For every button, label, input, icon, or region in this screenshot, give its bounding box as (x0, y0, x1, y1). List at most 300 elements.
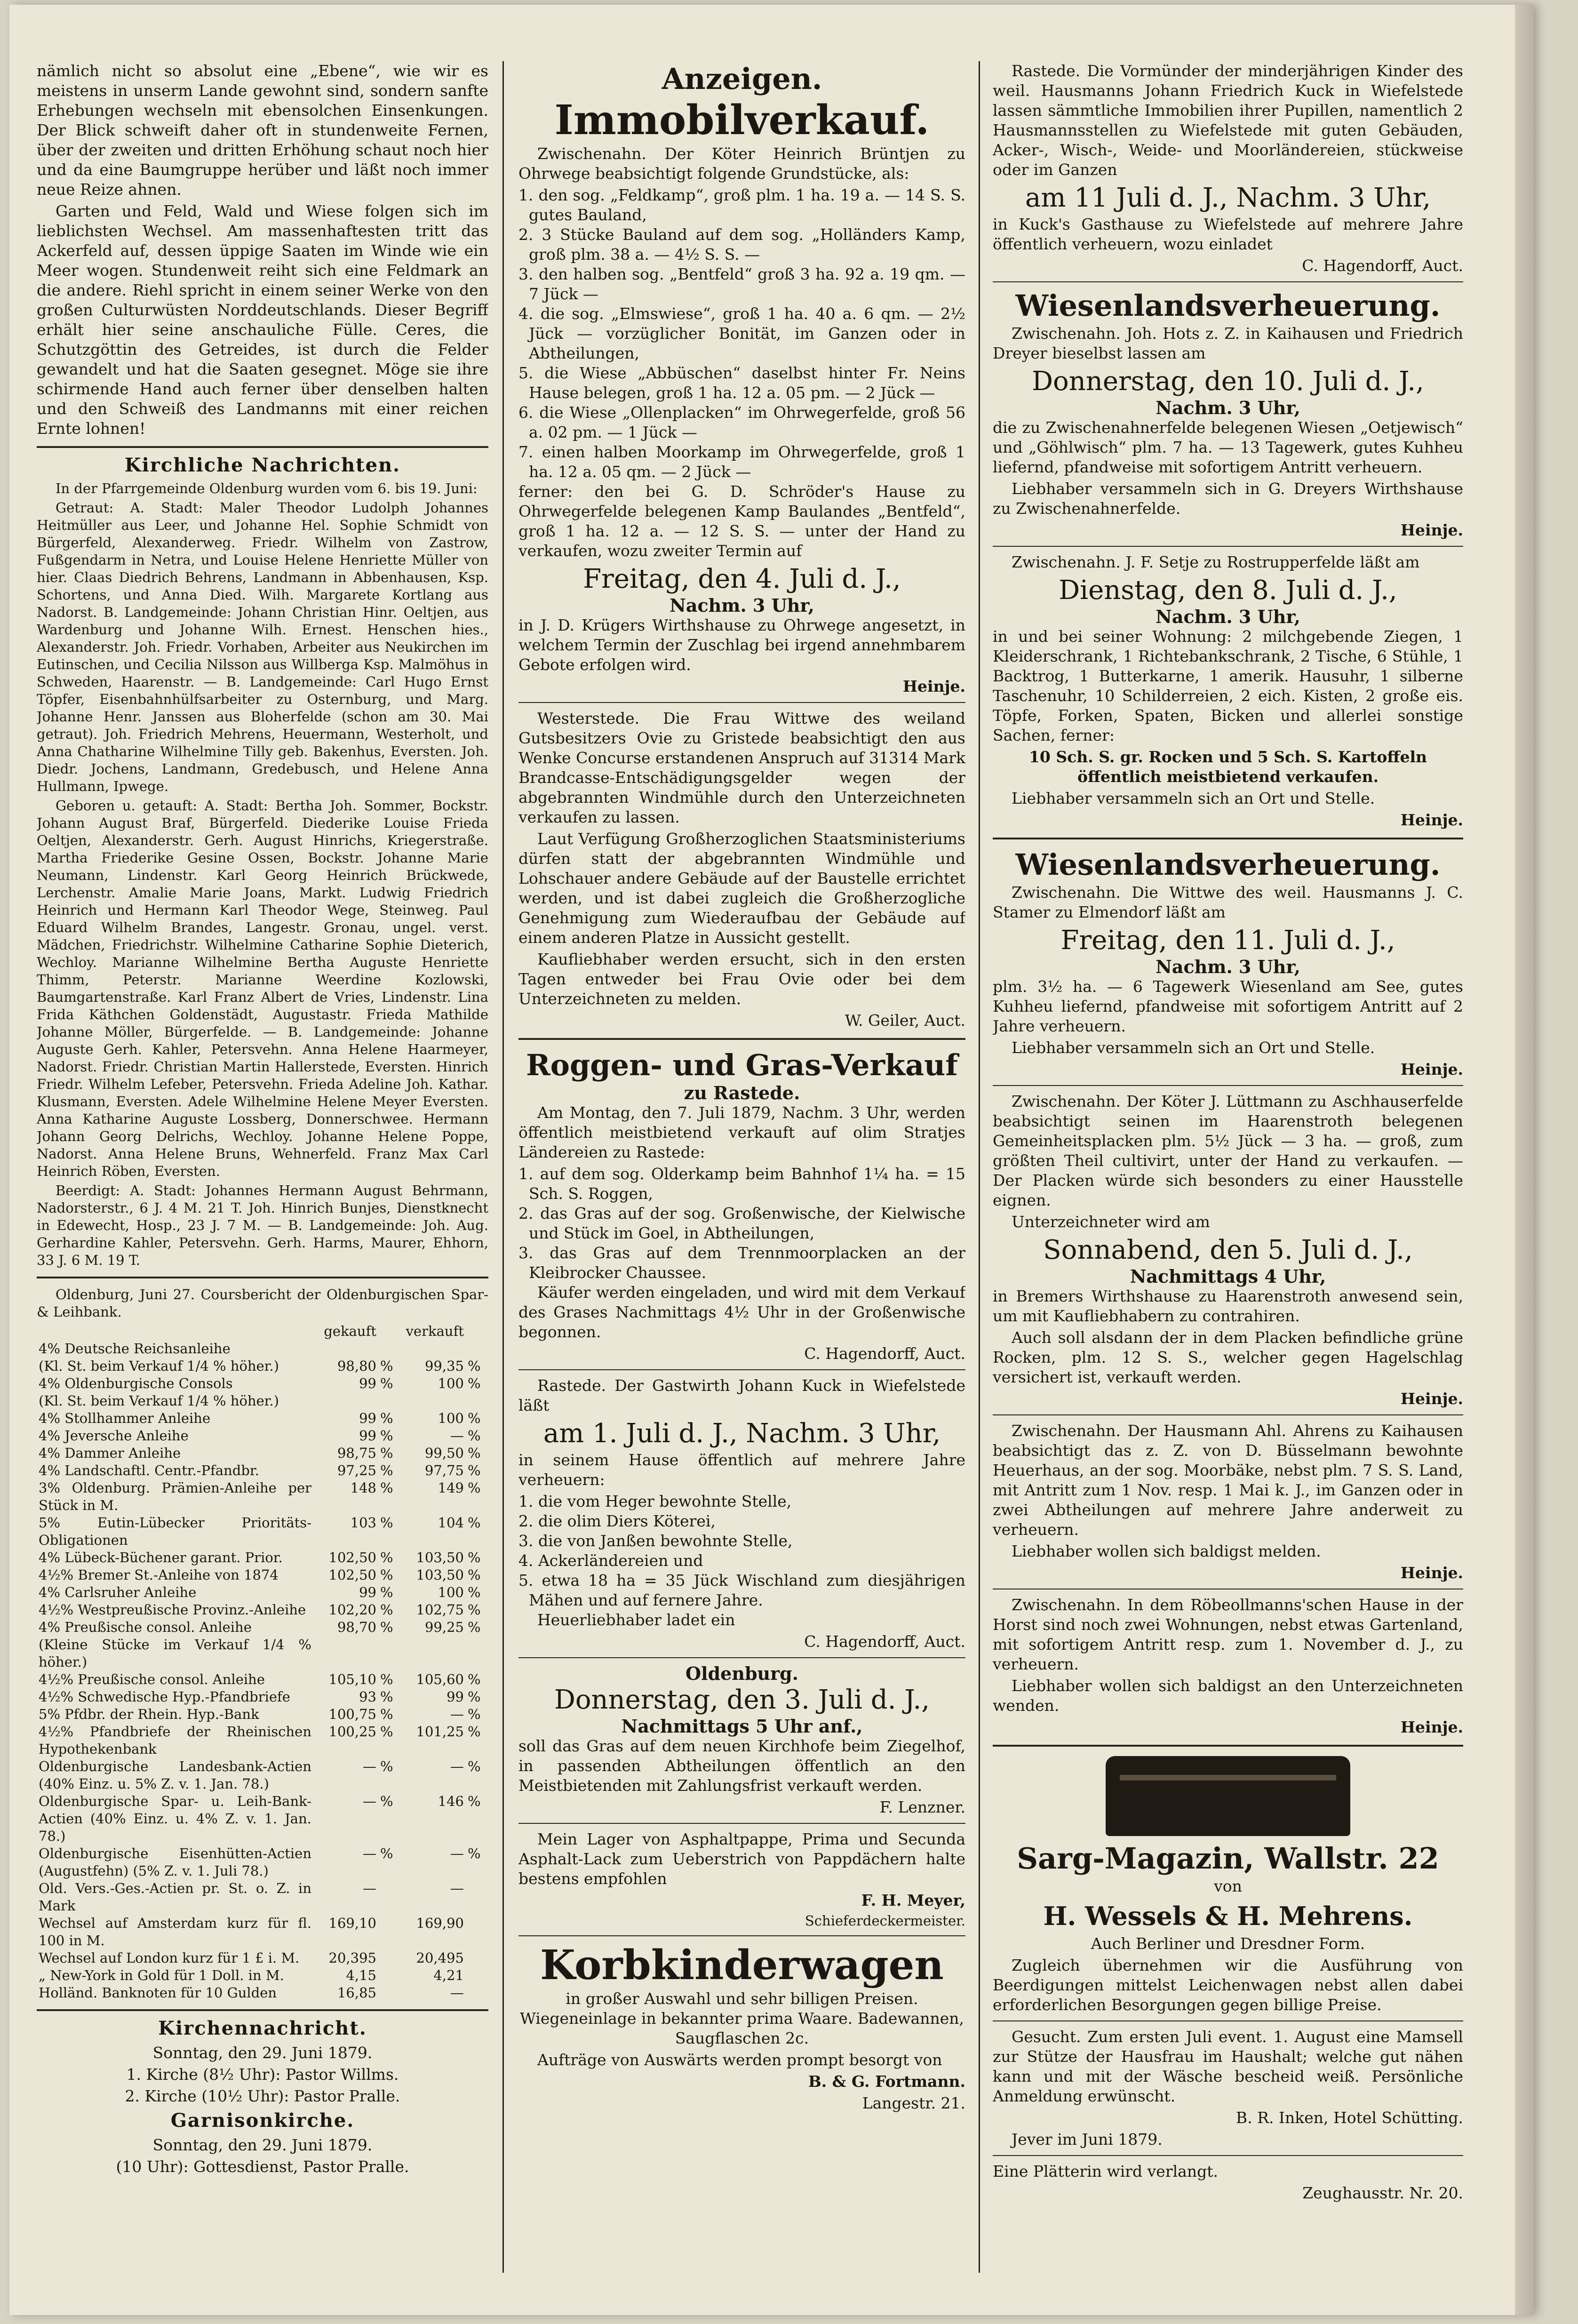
kirchliche-intro: In der Pfarrgemeinde Oldenburg wurden vom 6. bis 19. Juni: (56, 480, 478, 496)
cours-sell-pct: % (468, 1619, 481, 1635)
cours-sell: — (450, 1706, 464, 1722)
cours-sell-pct: % (468, 1689, 481, 1705)
cours-name: 4% Deutsche Reichsanleihe (39, 1341, 231, 1357)
korb-text: in großer Auswahl und sehr billigen Preisen. Wiegeneinlage in bekannter prima Waare. Badewannen, Saugflaschen 2c. (519, 1989, 964, 2047)
roggen-sub: zu Rastede. (684, 1082, 800, 1103)
cours-buy-pct: % (380, 1619, 393, 1635)
cours-name: 4% Preußische consol. Anleihe (39, 1619, 252, 1635)
cours-sell: — (450, 1880, 464, 1896)
cours-sell: 105,60 (416, 1671, 464, 1687)
cours-sell: 100 (438, 1410, 464, 1426)
cours-buy-pct: % (380, 1445, 393, 1461)
gesucht-sign: B. R. Inken, Hotel Schütting. (1235, 2108, 1463, 2127)
oldenburg-sign: F. Lenzner. (879, 1798, 965, 1816)
wiesen2-text: plm. 3½ ha. — 6 Tagewerk Wiesenland am See, gutes Kuhheu liefernd, pfandweise mit sofortigem Antritt auf 2 Jahre verheuern. (993, 977, 1463, 1035)
table-row (37, 1706, 488, 1723)
cours-sell-pct: % (468, 1706, 481, 1722)
cours-buy-pct: % (380, 1845, 393, 1861)
cours-buy: 102,50 (328, 1549, 376, 1565)
immobil-ferner: ferner: den bei G. D. Schröder's Hause zu Ohrwegerfelde belegenen Kamp Baulandes „Bentfeld“, groß 1 ha. 12 a. — 12 S. S. — unter der Hand zu verkaufen, wozu zweiter Termin auf (518, 482, 965, 560)
list-item: 1. die vom Heger bewohnte Stelle, (518, 1492, 792, 1510)
cours-sell: — (450, 1758, 464, 1774)
cours-buy-pct (378, 1880, 401, 1915)
garnison-date: Sonntag, den 29. Juni 1879. (152, 2136, 373, 2154)
cours-name: Oldenburgische Spar- u. Leih-Bank-Actien (40% Einz. u. 4% Z. v. 1. Jan. 78.) (39, 1793, 311, 1844)
cours-name: Wechsel auf London kurz für 1 £ i. M. (39, 1950, 300, 1966)
luettmann-text: Zwischenahn. Der Köter J. Lüttmann zu Aschhauserfelde beabsichtigt seinen im Haarenstroth belegenen Gemeinheitsplacken plm. 5½ Jück — 3 ha. — groß, zum größten Theil cultivirt, unter der Hand zu verkaufen. — Der Placken würde sich besonders zu einer Hausstelle eignen. (993, 1092, 1463, 1209)
ahrens-text: Liebhaber wollen sich baldigst melden. (1012, 1542, 1321, 1560)
cours-buy: 98,70 (337, 1619, 376, 1635)
cours-header-row (37, 1323, 488, 1340)
cours-buy-pct: % (380, 1358, 393, 1374)
cours-buy: 99 (359, 1428, 376, 1444)
wiesen2-sign: Heinje. (1400, 1060, 1463, 1078)
cours-name: (Kleine Stücke im Verkauf 1/4 % höher.) (39, 1637, 311, 1670)
luettmann-text: Auch soll alsdann der in dem Placken befindliche grüne Rocken, plm. 12 S. S., welcher gegen Hagelschlag versichert ist, verkauft werden. (993, 1328, 1463, 1386)
cours-buy-pct: % (380, 1515, 393, 1531)
kuck-list (518, 1492, 965, 1610)
cours-name: 4% Dammer Anleihe (39, 1445, 181, 1461)
cours-name: 4% Stollhammer Anleihe (39, 1410, 211, 1426)
cours-name: 4% Carlsruher Anleihe (39, 1584, 197, 1600)
rastede-text: in Kuck's Gasthause zu Wiefelstede auf mehrere Jahre öffentlich verheuern, wozu einladet (993, 215, 1463, 253)
cours-buy-pct: % (380, 1671, 393, 1687)
cours-sell-pct: % (468, 1375, 481, 1391)
kirchliche-geboren: Geboren u. getauft: A. Stadt: Bertha Joh. Sommer, Bockstr. Johann August Braf, Bürgerfeld. Diederike Louise Frieda Oeltjen, Alexanderstr. Gerh. August Hinrichs, Kriegerstraße. Martha Friederike Gesine Ossen, Bockstr. Johanne Marie Neumann, Lindenstr. Karl Georg Heinrich Brückwede, Lerchenstr. Amalie Marie Joans, Markt. Ludwig Friedrich Heinrich und Hermann Karl Theodor Wege, Steinweg. Paul Eduard Wilhelm Brandes, Langestr. Gronau, ungel. verst. Mädchen, Friedrichstr. Wilhelmine Catharine Sophie Dieterich, Wechloy. Marianne Wilhelmine Bertha Auguste Henriette Thimm, Peterstr. Marianne Weerdine Kozlowski, Baumgartenstraße. Karl Franz Albert de Vries, Lindenstr. Lina Frida Käthchen Goldenstädt, Augustastr. Frieda Mathilde Johanne Möller, Bürgerfelde. — B. Landgemeinde: Johanne Auguste Gerh. Kahler, Petersvehn. Anna Helene Haarmeyer, Nadorst. Friedr. Christian Martin Hallerstede, Eversten. Hinrich Friedr. Wilhelm Lefeber, Petersvehn. Frieda Adeline Joh. Kathar. Klusmann, Eversten. Adele Wilhelmine Helene Meyer Eversten. Anna Katharine Auguste Lossberg, Donnerschwee. Hermann Johann Georg Delrichs, Wechloy. Johanne Helene Poppe, Nadorst. Anna Helene Bruns, Wehnerfeld. Franz Max Carl Heinrich Röben, Eversten. (37, 798, 488, 1179)
setje-sign: Heinje. (1400, 811, 1463, 829)
korb-sign: B. & G. Fortmann. (808, 2072, 965, 2091)
cours-sell: 103,50 (416, 1549, 464, 1565)
table-row (37, 1793, 488, 1845)
cours-name: 3% Oldenburg. Prämien-Anleihe per Stück in M. (39, 1480, 311, 1513)
cours-buy: 98,75 (337, 1445, 376, 1461)
list-item: 5. etwa 18 ha = 35 Jück Wischland zum diesjährigen Mähen und auf fernere Jahre. (518, 1571, 965, 1609)
setje-text: 10 Sch. S. gr. Rocken und 5 Sch. S. Kartoffeln öffentlich meistbietend verkaufen. (1028, 748, 1427, 786)
table-row (37, 1949, 488, 1967)
roebel-sign: Heinje. (1400, 1718, 1463, 1736)
cours-buy: 99 (359, 1584, 376, 1600)
anzeigen-title: Anzeigen. (661, 62, 822, 96)
cours-sell: 169,90 (416, 1915, 464, 1931)
wiesen1-sign: Heinje. (1400, 521, 1463, 539)
cours-sell-pct (466, 1636, 488, 1671)
cours-buy-pct (378, 1392, 401, 1410)
immobil-sign: Heinje. (902, 677, 965, 695)
kirchennachricht-date: Sonntag, den 29. Juni 1879. (152, 2044, 373, 2062)
cours-name: Old. Vers.-Ges.-Actien pr. St. o. Z. in Mark (39, 1880, 311, 1914)
cours-sell-pct: % (468, 1724, 481, 1740)
ad-divider (993, 838, 1463, 839)
cours-sell (401, 1392, 466, 1410)
cours-buy: 102,50 (328, 1567, 376, 1583)
cours-buy: 20,395 (328, 1950, 376, 1966)
ad-divider (518, 1935, 965, 1936)
ad-divider (518, 1657, 965, 1658)
cours-buy: — (363, 1758, 376, 1774)
cours-buy: — (363, 1845, 376, 1861)
oldenburg-date: Donnerstag, den 3. Juli d. J., (554, 1685, 930, 1715)
ad-divider (993, 281, 1463, 282)
table-row (37, 1375, 488, 1392)
ad-divider (518, 1038, 965, 1040)
roggen-title: Roggen- und Gras-Verkauf (526, 1048, 958, 1082)
coffin-icon (1106, 1756, 1350, 1836)
cours-sell: 99,25 (424, 1619, 464, 1635)
cours-sell: 4,21 (433, 1967, 464, 1983)
list-item: 3. das Gras auf dem Trennmoorplacken an der Kleibrocker Chaussee. (518, 1244, 965, 1282)
asphalt-sign2: Schieferdeckermeister. (805, 1913, 965, 1929)
list-item: 5. die Wiese „Abbüschen“ daselbst hinter Fr. Neins Hause belegen, groß 1 ha. 12 a. 05 pm. — 2 Jück — (518, 364, 965, 402)
immobil-list (518, 185, 965, 482)
wiesen1-title: Wiesenlandsverheuerung. (1015, 288, 1441, 323)
list-item: 2. die olim Diers Köterei, (518, 1512, 716, 1530)
luettmann-sign: Heinje. (1400, 1390, 1463, 1408)
cours-table (37, 1323, 488, 2002)
kirchliche-beerdigt: Beerdigt: A. Stadt: Johannes Hermann August Behrmann, Nadorsterstr., 6 J. 4 M. 21 T. Joh. Hinrich Bunjes, Dienstknecht in Edewecht, Hosp., 23 J. 7 M. — B. Landgemeinde: Joh. Aug. Gerhardine Kahler, Petersvehn. Gerh. Harms, Maurer, Ehhorn, 33 J. 6 M. 19 T. (37, 1182, 488, 1268)
cours-buy: 99 (359, 1375, 376, 1391)
wiesen2-intro: Zwischenahn. Die Wittwe des weil. Hausmanns J. C. Stamer zu Elmendorf läßt am (993, 883, 1463, 921)
sarg-names: H. Wessels & H. Mehrens. (1043, 1901, 1413, 1931)
cours-buy: 102,20 (328, 1602, 376, 1618)
cours-buy (313, 1392, 378, 1410)
cours-sell-pct (466, 1949, 488, 1967)
ad-divider (518, 702, 965, 703)
westerstede-sign: W. Geiler, Auct. (845, 1011, 965, 1030)
ad-divider (993, 1745, 1463, 1747)
cours-buy: 93 (359, 1689, 376, 1705)
cours-buy-pct (378, 1967, 401, 1984)
cours-name: Oldenburgische Eisenhütten-Actien (Augustfehn) (5% Z. v. 1. Juli 78.) (39, 1845, 311, 1879)
luettmann-date: Sonnabend, den 5. Juli d. J., (1043, 1235, 1413, 1265)
cours-sell-pct: % (468, 1602, 481, 1618)
setje-text: Liebhaber versammeln sich an Ort und Stelle. (1012, 789, 1375, 807)
cours-buy-pct (378, 1949, 401, 1967)
cours-sell: 103,50 (416, 1567, 464, 1583)
cours-buy: 98,80 (337, 1358, 376, 1374)
kirchennachricht-title: Kirchennachricht. (158, 2017, 367, 2039)
cours-buy-pct: % (380, 1567, 393, 1583)
table-row (37, 1462, 488, 1479)
oldenburg-place: Oldenburg. (685, 1663, 798, 1684)
cours-name: 4% Landschaftl. Centr.-Pfandbr. (39, 1462, 259, 1478)
list-item: 2. 3 Stücke Bauland auf dem sog. „Holländers Kamp, groß plm. 38 a. — 4½ S. S. — (518, 225, 965, 264)
table-row (37, 1636, 488, 1671)
list-item: 3. die von Janßen bewohnte Stelle, (518, 1532, 793, 1550)
asphalt-text: Mein Lager von Asphaltpappe, Prima und Secunda Asphalt-Lack zum Ueberstrich von Pappdächern halte bestens empfohlen (518, 1830, 965, 1888)
table-row (37, 1392, 488, 1410)
cours-name: „ New-York in Gold für 1 Doll. in M. (39, 1967, 284, 1983)
roggen-list (518, 1164, 965, 1283)
cours-buy-pct: % (380, 1602, 393, 1618)
cours-header: Oldenburg, Juni 27. Coursbericht der Oldenburgischen Spar- & Leihbank. (37, 1286, 488, 1320)
cours-sell: 104 (438, 1515, 464, 1531)
cours-buy-pct: % (380, 1428, 393, 1444)
kuck-sign: C. Hagendorff, Auct. (804, 1632, 965, 1651)
roggen-intro: Am Montag, den 7. Juli 1879, Nachm. 3 Uhr, werden öffentlich meistbietend verkauft auf olim Stratjes Ländereien zu Rastede: (518, 1103, 965, 1161)
oldenburg-time: Nachmittags 5 Uhr anf., (621, 1716, 863, 1737)
list-item: 4. Ackerländereien und (518, 1551, 703, 1570)
table-row (37, 1340, 488, 1358)
cours-sell: 99,35 (424, 1358, 464, 1374)
section-divider (37, 446, 488, 448)
cours-buy: 103 (350, 1515, 376, 1531)
setje-time: Nachm. 3 Uhr, (1156, 606, 1300, 627)
cours-sell-pct: % (468, 1845, 481, 1861)
intro-paragraph: nämlich nicht so absolut eine „Ebene“, wie wir es meistens in unserm Lande gewohnt sind, sondern sanfte Erhebungen wechseln mit ebensolchen Einsenkungen. Der Blick schweift daher oft in stundenweite Fernen, über der zweiten und dritten Erhöhung schaut noch hier und da eine Baumgruppe herüber und läßt noch immer neue Reize ahnen. (37, 62, 488, 199)
cours-sell-pct: % (468, 1480, 481, 1496)
wiesen1-text: die zu Zwischenahnerfelde belegenen Wiesen „Oetjewisch“ und „Göhlwisch“ plm. 7 ha. — 13 Tagewerk, gutes Kuhheu liefernd, pfandweise mit sofortigem Antritt verheuern. (993, 418, 1463, 476)
list-item: 7. einen halben Moorkamp im Ohrwegerfelde, groß 1 ha. 12 a. 05 qm. — 2 Jück — (518, 443, 965, 481)
table-row (37, 1427, 488, 1445)
luettmann-text: Unterzeichneter wird am (1012, 1213, 1210, 1231)
cours-sell (401, 1340, 466, 1358)
sarg-von: von (1214, 1877, 1242, 1895)
cours-name: Oldenburgische Landesbank-Actien (40% Einz. u. 5% Z. v. 1. Jan. 78.) (39, 1758, 311, 1792)
list-item: 1. auf dem sog. Olderkamp beim Bahnhof 1¼ ha. = 15 Sch. S. Roggen, (518, 1165, 965, 1203)
cours-buy-pct (378, 1915, 401, 1949)
cours-sell: 101,25 (416, 1724, 464, 1740)
kuck-text: Heuerliebhaber ladet ein (537, 1611, 735, 1629)
rastede-date: am 11 Juli d. J., Nachm. 3 Uhr, (1025, 183, 1431, 213)
table-row (37, 1671, 488, 1688)
cours-buy: — (363, 1880, 376, 1896)
cours-buy: 97,25 (337, 1462, 376, 1478)
ad-divider (993, 2155, 1463, 2156)
asphalt-sign: F. H. Meyer, (861, 1891, 965, 1909)
korb-addr: Langestr. 21. (862, 2094, 965, 2112)
cours-buy: 99 (359, 1410, 376, 1426)
list-item: 2. das Gras auf der sog. Großenwische, der Kielwische und Stück im Goel, in Abtheilungen, (518, 1204, 965, 1242)
cours-name: (Kl. St. beim Verkauf 1/4 % höher.) (39, 1393, 279, 1409)
table-row (37, 1758, 488, 1793)
oldenburg-text: soll das Gras auf dem neuen Kirchhofe beim Ziegelhof, in passenden Abtheilungen öffentlich an den Meistbietenden mit Zahlungsfrist verkauft werden. (518, 1737, 965, 1795)
cours-sell-pct: % (468, 1584, 481, 1600)
cours-sell: 100 (438, 1375, 464, 1391)
cours-name: 4% Lübeck-Büchener garant. Prior. (39, 1549, 283, 1565)
table-row (37, 1566, 488, 1584)
cours-buy-pct: % (380, 1689, 393, 1705)
cours-buy-pct: % (380, 1758, 393, 1774)
immobil-date: Freitag, den 4. Juli d. J., (583, 564, 901, 594)
cours-buy: 16,85 (337, 1985, 376, 2001)
cours-sell-pct (466, 1340, 488, 1358)
ad-divider (518, 1369, 965, 1370)
korb-text: Aufträge von Auswärts werden prompt besorgt von (537, 2051, 942, 2069)
cours-sell: — (450, 1985, 464, 2001)
list-item: 6. die Wiese „Ollenplacken“ im Ohrwegerfelde, groß 56 a. 02 pm. — 1 Jück — (518, 403, 965, 441)
table-row (37, 1514, 488, 1549)
cours-name: 4½% Westpreußische Provinz.-Anleihe (39, 1602, 306, 1618)
cours-sell: 99,50 (424, 1445, 464, 1461)
ad-divider (993, 1085, 1463, 1086)
cours-sell-pct (466, 1967, 488, 1984)
ahrens-sign: Heinje. (1400, 1564, 1463, 1582)
roggen-sign: C. Hagendorff, Auct. (804, 1344, 965, 1363)
cours-sell: 149 (438, 1480, 464, 1496)
korb-title: Korbkinderwagen (540, 1941, 944, 1989)
wiesen2-text: Liebhaber versammeln sich an Ort und Stelle. (1012, 1038, 1375, 1057)
cours-buy: 148 (350, 1480, 376, 1496)
kirchennachricht-line: 1. Kirche (8½ Uhr): Pastor Willms. (126, 2065, 399, 2084)
table-row (37, 1358, 488, 1375)
cours-sell: — (450, 1845, 464, 1861)
westerstede-text: Laut Verfügung Großherzoglichen Staatsministeriums dürfen statt der abgebrannten Windmühle und Lohschauer andere Gebäude auf der Baustelle errichtet werden, und ist dabei zugleich die Großherzogliche Genehmigung zum Wiederaufbau der Gebäude auf einem anderen Platze in Aussicht gestellt. (518, 830, 965, 947)
cours-sell-pct: % (468, 1358, 481, 1374)
cours-sell-pct: % (468, 1758, 481, 1774)
wiesen1-time: Nachm. 3 Uhr, (1156, 397, 1300, 418)
cours-buy-pct: % (380, 1706, 393, 1722)
cours-buy-pct: % (380, 1793, 393, 1809)
setje-intro: Zwischenahn. J. F. Setje zu Rostrupperfelde läßt am (1012, 553, 1420, 571)
cours-buy-pct: % (380, 1480, 393, 1496)
kirchliche-title: Kirchliche Nachrichten. (124, 454, 401, 476)
newspaper-page (9, 5, 1534, 2315)
sarg-text: Zugleich übernehmen wir die Ausführung von Beerdigungen mittelst Leichenwagen nebst allen dabei erforderlichen Besorgungen gegen billige Preise. (993, 1956, 1463, 2014)
cours-buy-pct: % (380, 1410, 393, 1426)
table-row (37, 1479, 488, 1514)
column-3 (993, 61, 1463, 2263)
roebel-text: Zwischenahn. In dem Röbeollmanns'schen Hause in der Horst sind noch zwei Wohnungen, nebst etwas Gartenland, mit sofortigem Antritt resp. zum 1. November d. J., zu verheuern. (993, 1596, 1463, 1673)
cours-buy-pct: % (380, 1584, 393, 1600)
ad-divider (518, 1823, 965, 1824)
list-item: 3. den halben sog. „Bentfeld“ groß 3 ha. 92 a. 19 qm. — 7 Jück — (518, 265, 965, 303)
table-row (37, 1984, 488, 2002)
roggen-text: Käufer werden eingeladen, und wird mit dem Verkauf des Grases Nachmittags 4½ Uhr in der Großenwische begonnen. (518, 1283, 965, 1341)
sarg-title: Sarg-Magazin, Wallstr. 22 (1017, 1841, 1439, 1876)
cours-name: 5% Eutin-Lübecker Prioritäts-Obligationen (39, 1515, 311, 1548)
cours-sell-pct: % (468, 1671, 481, 1687)
cours-sell-pct (466, 1984, 488, 2002)
cours-buy-pct (378, 1340, 401, 1358)
westerstede-text: Kaufliebhaber werden ersucht, sich in den ersten Tagen entweder bei Frau Ovie oder bei dem Unterzeichneten zu melden. (518, 950, 965, 1008)
cours-sell-pct (466, 1915, 488, 1949)
cours-buy: 105,10 (328, 1671, 376, 1687)
table-row (37, 1688, 488, 1706)
cours-buy: — (363, 1793, 376, 1809)
table-row (37, 1967, 488, 1984)
cours-col-verkauft: verkauft (406, 1323, 464, 1339)
setje-date: Dienstag, den 8. Juli d. J., (1059, 575, 1397, 606)
ad-divider (993, 1414, 1463, 1415)
plaetterin-addr: Zeughausstr. Nr. 20. (1302, 2184, 1463, 2202)
cours-name: 4% Jeversche Anleihe (39, 1428, 189, 1444)
cours-sell-pct (466, 1880, 488, 1915)
cours-sell-pct: % (468, 1793, 481, 1809)
table-row (37, 1549, 488, 1566)
sarg-text: Auch Berliner und Dresdner Form. (1091, 1934, 1365, 1953)
intro-paragraph: Garten und Feld, Wald und Wiese folgen sich im lieblichsten Wechsel. Am massenhaftesten tritt das Ackerfeld auf, dessen üppige Saaten im Winde wie ein Meer wogen. Stundenweit reiht sich eine Feldmark an die andere. Riehl spricht in einem seiner Werke von den großen Culturwüsten Norddeutschlands. Dieser Begriff erhält hier seine anschauliche Fülle. Ceres, die Schutzgöttin des Getreides, ist durch die Felder gewandelt und hat die Saaten gesegnet. Möge sie ihre schirmende Hand auch ferner über denselben halten und den Schweiß des Landmanns mit einer reichen Ernte lohnen! (37, 202, 488, 438)
cours-sell: — (450, 1428, 464, 1444)
cours-name: Wechsel auf Amsterdam kurz für fl. 100 in M. (39, 1915, 311, 1949)
kuck-text: in seinem Hause öffentlich auf mehrere Jahre verheuern: (518, 1451, 965, 1489)
cours-sell: 102,75 (416, 1602, 464, 1618)
table-row (37, 1880, 488, 1915)
cours-buy: 169,10 (328, 1915, 376, 1931)
wiesen2-title: Wiesenlandsverheuerung. (1015, 847, 1441, 882)
cours-sell-pct: % (468, 1515, 481, 1531)
cours-sell-pct: % (468, 1445, 481, 1461)
wiesen2-date: Freitag, den 11. Juli d. J., (1060, 925, 1395, 956)
immobil-intro: Zwischenahn. Der Köter Heinrich Brüntjen zu Ohrwege beabsichtigt folgende Grundstücke, als: (518, 144, 965, 183)
garnison-title: Garnisonkirche. (170, 2109, 355, 2132)
cours-name: Holländ. Banknoten für 10 Gulden (39, 1985, 277, 2001)
luettmann-text: in Bremers Wirthshause zu Haarenstroth anwesend sein, um mit Kaufliebhabern zu contrahiren. (993, 1287, 1463, 1325)
cours-sell-pct: % (468, 1549, 481, 1565)
cours-buy: 100,25 (328, 1724, 376, 1740)
cours-sell-pct (466, 1392, 488, 1410)
cours-sell: 146 (438, 1793, 464, 1809)
garnison-line: (10 Uhr): Gottesdienst, Pastor Pralle. (116, 2157, 409, 2176)
cours-buy-pct: % (380, 1724, 393, 1740)
cours-sell-pct: % (468, 1567, 481, 1583)
roebel-text: Liebhaber wollen sich baldigst an den Unterzeichneten wenden. (993, 1677, 1463, 1715)
table-row (37, 1410, 488, 1427)
cours-buy-pct: % (380, 1462, 393, 1478)
column-1 (37, 61, 488, 2263)
cours-buy-pct (378, 1636, 401, 1671)
cours-name: 4½% Bremer St.-Anleihe von 1874 (39, 1567, 279, 1583)
kuck-intro: Rastede. Der Gastwirth Johann Kuck in Wiefelstede läßt (518, 1376, 965, 1414)
column-rule (502, 61, 504, 2273)
cours-buy (313, 1636, 378, 1671)
page-spine (1515, 5, 1534, 2315)
cours-col-gekauft: gekauft (324, 1323, 376, 1339)
rastede-sign: C. Hagendorff, Auct. (1302, 256, 1463, 275)
ahrens-text: Zwischenahn. Der Hausmann Ahl. Ahrens zu Kaihausen beabsichtigt das z. Z. von D. Büsselmann bewohnte Heuerhaus, an der sog. Moorbäke, nebst plm. 7 S. S. Land, mit Antritt zum 1 Nov. resp. 1 Mai k. J., im Ganzen oder in zwei Abtheilungen auf mehrere Jahre anderweit zu verheuern. (993, 1422, 1463, 1539)
cours-buy: 100,75 (328, 1706, 376, 1722)
table-row (37, 1845, 488, 1880)
rastede-text: Rastede. Die Vormünder der minderjährigen Kinder des weil. Hausmanns Johann Friedrich Kuck in Wiefelstede lassen sämmtliche Immobilien ihrer Pupillen, namentlich 2 Hausmannsstellen zu Wiefelstede mit guten Gebäuden, Acker-, Wisch-, Weide- und Moorländereien, stückweise oder im Ganzen (993, 62, 1463, 179)
cours-buy-pct (378, 1984, 401, 2002)
cours-sell-pct: % (468, 1462, 481, 1478)
cours-buy-pct: % (380, 1375, 393, 1391)
table-row (37, 1619, 488, 1636)
cours-sell (401, 1636, 466, 1671)
wiesen1-intro: Zwischenahn. Joh. Hots z. Z. in Kaihausen und Friedrich Dreyer bieselbst lassen am (993, 324, 1463, 362)
list-item: 4. die sog. „Elmswiese“, groß 1 ha. 40 a. 6 qm. — 2½ Jück — vorzüglicher Bonität, im Ganzen oder in Abtheilungen, (518, 304, 965, 362)
cours-name: 5% Pfdbr. der Rhein. Hyp.-Bank (39, 1706, 259, 1722)
setje-text: in und bei seiner Wohnung: 2 milchgebende Ziegen, 1 Kleiderschrank, 1 Richtebankschrank, 2 Tische, 6 Stühle, 1 Backtrog, 1 Butterkarne, 1 amerik. Hausuhr, 1 silberne Taschenuhr, 10 Schilderreien, 2 eich. Kisten, 2 große eis. Töpfe, Forken, Spaten, Bicken und allerlei sonstige Sachen, ferner: (993, 627, 1463, 744)
table-row (37, 1723, 488, 1758)
westerstede-text: Westerstede. Die Frau Wittwe des weiland Gutsbesitzers Ovie zu Gristede beabsichtigt den aus Wenke Concurse erstandenen Anspruch auf 31314 Mark Brandcasse-Entschädigungsgelder wegen der abgebrannten Windmühle durch den Unterzeichneten verkaufen zu lassen. (518, 709, 965, 826)
table-row (37, 1584, 488, 1601)
gesucht-place: Jever im Juni 1879. (1012, 2130, 1163, 2148)
cours-sell: 20,495 (416, 1950, 464, 1966)
cours-sell-pct: % (468, 1410, 481, 1426)
cours-name: 4½% Pfandbriefe der Rheinischen Hypothekenbank (39, 1724, 311, 1757)
cours-name: 4½% Schwedische Hyp.-Pfandbriefe (39, 1689, 290, 1705)
cours-name: 4½% Preußische consol. Anleihe (39, 1671, 265, 1687)
cours-buy (313, 1340, 378, 1358)
cours-name: (Kl. St. beim Verkauf 1/4 % höher.) (39, 1358, 279, 1374)
cours-sell: 99 (446, 1689, 464, 1705)
wiesen1-date: Donnerstag, den 10. Juli d. J., (1032, 366, 1424, 397)
section-divider (37, 1277, 488, 1278)
immobil-time: Nachm. 3 Uhr, (669, 595, 814, 616)
cours-sell: 100 (438, 1584, 464, 1600)
section-divider (37, 2009, 488, 2011)
wiesen1-text: Liebhaber versammeln sich in G. Dreyers Wirthshause zu Zwischenahnerfelde. (993, 479, 1463, 518)
table-row (37, 1601, 488, 1619)
column-2 (518, 61, 965, 2263)
table-row (37, 1915, 488, 1949)
immobil-title: Immobilverkauf. (554, 96, 930, 144)
ad-divider (993, 546, 1463, 547)
wiesen2-time: Nachm. 3 Uhr, (1156, 956, 1300, 977)
kuck-date: am 1. Juli d. J., Nachm. 3 Uhr, (543, 1418, 941, 1449)
immobil-place: in J. D. Krügers Wirthshause zu Ohrwege angesetzt, in welchem Termin der Zuschlag bei irgend annehmbarem Gebote erfolgen wird. (518, 616, 965, 674)
cours-buy: 4,15 (346, 1967, 376, 1983)
